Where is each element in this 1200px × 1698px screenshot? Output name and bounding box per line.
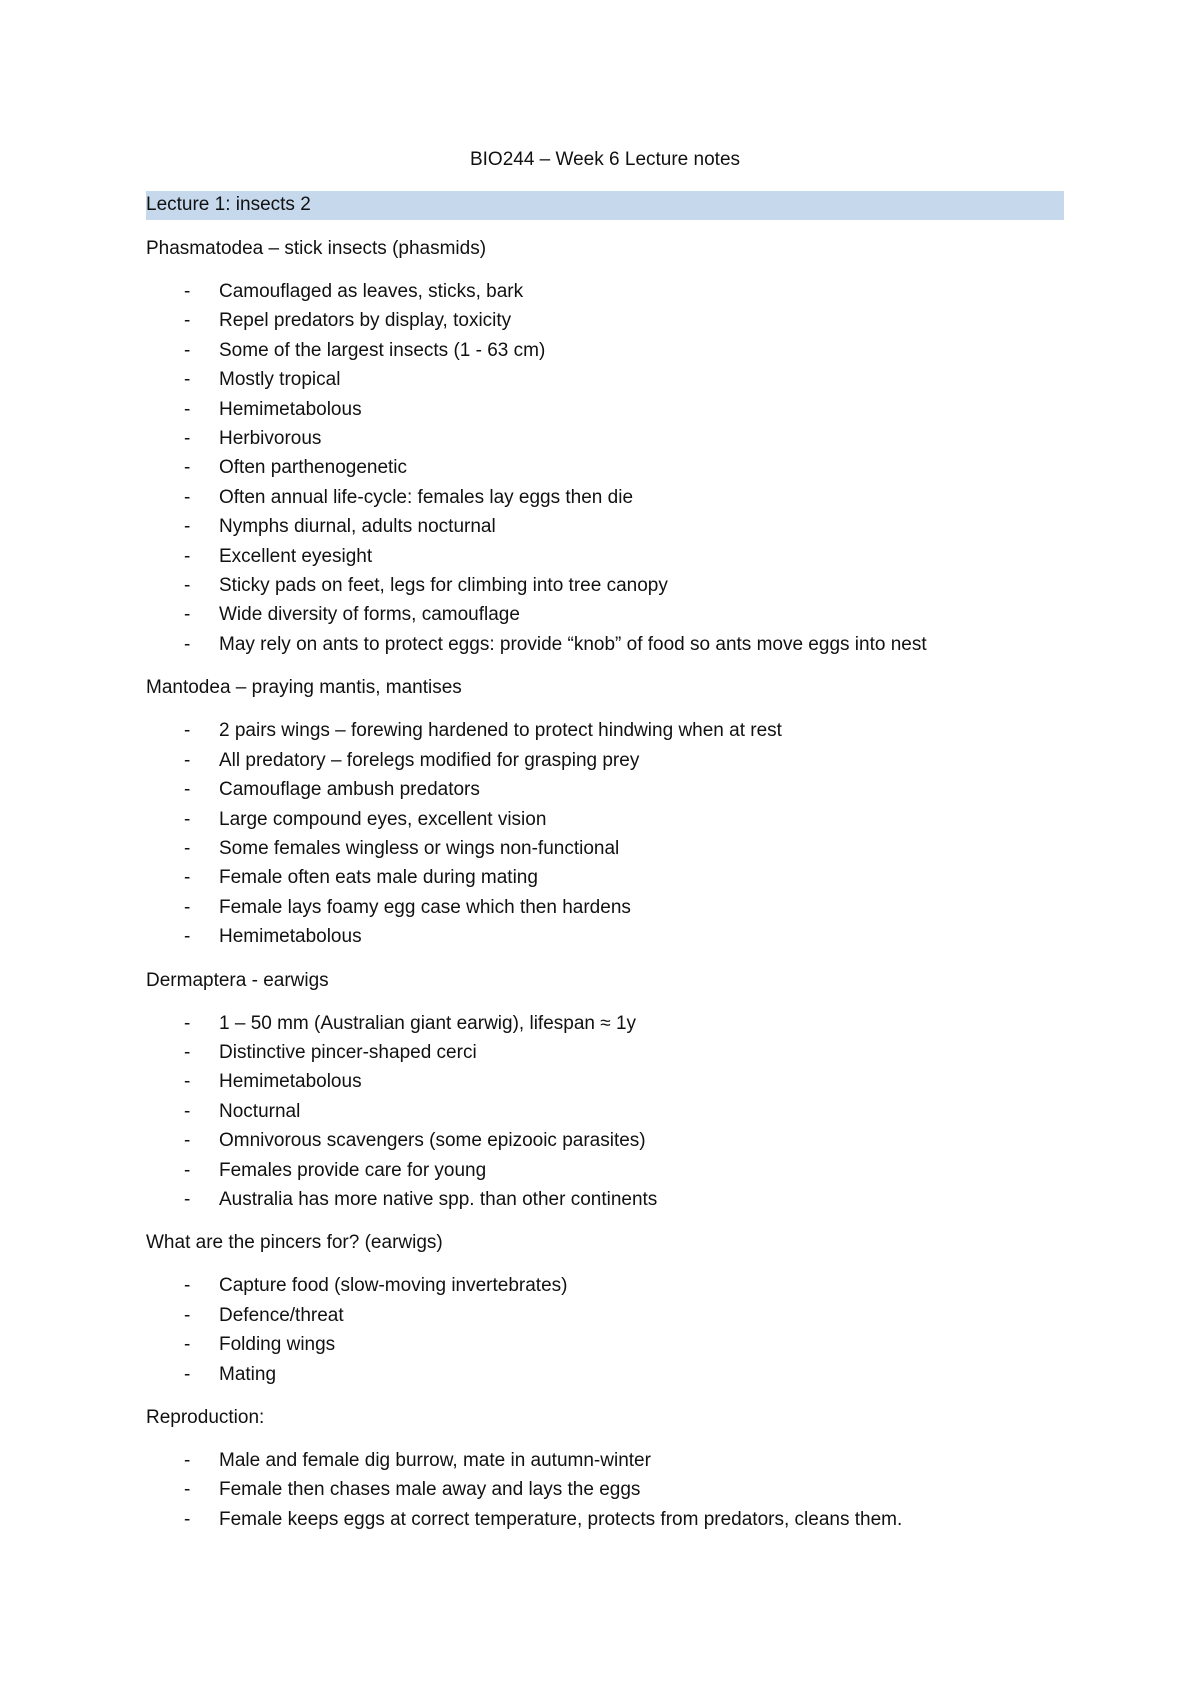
list-item-text: Omnivorous scavengers (some epizooic parasites) xyxy=(219,1130,646,1152)
list-item-text: Hemimetabolous xyxy=(219,926,362,948)
list-item xyxy=(146,1271,1064,1300)
bullet-dash-icon: - xyxy=(184,1334,191,1356)
list-item-text: Hemimetabolous xyxy=(219,398,362,420)
sections-container xyxy=(146,234,1064,1534)
bullet-dash-icon: - xyxy=(184,1071,191,1093)
list-item xyxy=(146,1185,1064,1214)
list-item-text: All predatory – forelegs modified for grasping prey xyxy=(219,749,640,771)
list-item xyxy=(146,336,1064,365)
list-item-text: 2 pairs wings – forewing hardened to protect hindwing when at rest xyxy=(219,720,782,742)
lecture-heading: Lecture 1: insects 2 xyxy=(146,191,1064,220)
list-item xyxy=(146,1038,1064,1067)
list-item-text: Females provide care for young xyxy=(219,1159,487,1181)
list-item-text: Defence/threat xyxy=(219,1304,344,1326)
list-item-text: Mostly tropical xyxy=(219,369,341,391)
bullet-dash-icon: - xyxy=(184,1159,191,1181)
list-item xyxy=(146,893,1064,922)
list-item-text: Excellent eyesight xyxy=(219,545,373,567)
list-item-text: Nocturnal xyxy=(219,1100,301,1122)
list-item-text: Some females wingless or wings non-functional xyxy=(219,837,620,859)
bullet-dash-icon: - xyxy=(184,339,191,361)
bullet-dash-icon: - xyxy=(184,720,191,742)
list-item xyxy=(146,630,1064,659)
bullet-dash-icon: - xyxy=(184,457,191,479)
bullet-dash-icon: - xyxy=(184,604,191,626)
list-item-text: Large compound eyes, excellent vision xyxy=(219,808,547,830)
list-item-text: Nymphs diurnal, adults nocturnal xyxy=(219,516,496,538)
list-item xyxy=(146,306,1064,335)
list-item xyxy=(146,1360,1064,1389)
list-item xyxy=(146,542,1064,571)
bullet-list xyxy=(146,716,1064,951)
bullet-dash-icon: - xyxy=(184,1100,191,1122)
bullet-dash-icon: - xyxy=(184,1188,191,1210)
bullet-dash-icon: - xyxy=(184,749,191,771)
bullet-dash-icon: - xyxy=(184,428,191,450)
section-heading: Phasmatodea – stick insects (phasmids) xyxy=(146,238,487,259)
section-heading: What are the pincers for? (earwigs) xyxy=(146,1232,443,1254)
bullet-dash-icon: - xyxy=(184,1012,191,1034)
list-item-text: Male and female dig burrow, mate in autumn-winter xyxy=(219,1450,651,1471)
list-item-text: Folding wings xyxy=(219,1334,336,1356)
list-item xyxy=(146,1097,1064,1126)
list-item-text: Some of the largest insects (1 - 63 cm) xyxy=(219,339,546,361)
bullet-dash-icon: - xyxy=(184,896,191,918)
list-item xyxy=(146,805,1064,834)
list-item xyxy=(146,365,1064,394)
list-item-text: Female then chases male away and lays the eggs xyxy=(219,1479,641,1501)
list-item-text: Sticky pads on feet, legs for climbing into tree canopy xyxy=(219,575,668,597)
list-item xyxy=(146,571,1064,600)
list-item xyxy=(146,775,1064,804)
section-heading: Dermaptera - earwigs xyxy=(146,969,329,991)
list-item xyxy=(146,716,1064,745)
list-item xyxy=(146,512,1064,541)
bullet-dash-icon: - xyxy=(184,1304,191,1326)
list-item xyxy=(146,600,1064,629)
list-item-text: Herbivorous xyxy=(219,428,322,450)
list-item xyxy=(146,1126,1064,1155)
list-item-text: Female often eats male during mating xyxy=(219,867,538,889)
list-item xyxy=(146,1301,1064,1330)
list-item xyxy=(146,277,1064,306)
list-item-text: Hemimetabolous xyxy=(219,1071,362,1093)
bullet-dash-icon: - xyxy=(184,1041,191,1063)
section-heading: Mantodea – praying mantis, mantises xyxy=(146,677,462,699)
bullet-dash-icon: - xyxy=(184,398,191,420)
list-item-text: Distinctive pincer-shaped cerci xyxy=(219,1041,477,1063)
list-item xyxy=(146,1067,1064,1096)
bullet-dash-icon: - xyxy=(184,281,191,302)
list-item xyxy=(146,453,1064,482)
list-item xyxy=(146,483,1064,512)
bullet-dash-icon: - xyxy=(184,545,191,567)
list-item xyxy=(146,395,1064,424)
bullet-dash-icon: - xyxy=(184,779,191,801)
bullet-dash-icon: - xyxy=(184,808,191,830)
bullet-dash-icon: - xyxy=(184,575,191,597)
bullet-dash-icon: - xyxy=(184,1479,191,1501)
list-item xyxy=(146,1505,1064,1534)
list-item-text: Capture food (slow-moving invertebrates) xyxy=(219,1275,568,1297)
bullet-dash-icon: - xyxy=(184,516,191,538)
bullet-list xyxy=(146,1009,1064,1215)
list-item-text: Wide diversity of forms, camouflage xyxy=(219,604,520,626)
bullet-list xyxy=(146,1271,1064,1389)
list-item-text: Female keeps eggs at correct temperature, protects from predators, cleans them. xyxy=(219,1508,903,1530)
bullet-dash-icon: - xyxy=(184,1508,191,1530)
bullet-dash-icon: - xyxy=(184,1275,191,1297)
list-item xyxy=(146,1446,1064,1475)
list-item-text: Often parthenogenetic xyxy=(219,457,408,479)
bullet-list xyxy=(146,1446,1064,1534)
bullet-dash-icon: - xyxy=(184,837,191,859)
bullet-dash-icon: - xyxy=(184,486,191,508)
list-item xyxy=(146,863,1064,892)
list-item xyxy=(146,834,1064,863)
list-item-text: 1 – 50 mm (Australian giant earwig), lifespan ≈ 1y xyxy=(219,1012,637,1034)
list-item xyxy=(146,922,1064,951)
list-item-text: Repel predators by display, toxicity xyxy=(219,310,512,332)
list-item-text: Camouflage ambush predators xyxy=(219,779,480,801)
bullet-dash-icon: - xyxy=(184,1363,191,1385)
bullet-dash-icon: - xyxy=(184,369,191,391)
list-item-text: May rely on ants to protect eggs: provide “knob” of food so ants move eggs into nest xyxy=(219,633,927,655)
list-item xyxy=(146,746,1064,775)
list-item xyxy=(146,1330,1064,1359)
section-heading: Reproduction: xyxy=(146,1407,265,1428)
bullet-dash-icon: - xyxy=(184,310,191,332)
bullet-dash-icon: - xyxy=(184,926,191,948)
bullet-dash-icon: - xyxy=(184,867,191,889)
list-item-text: Camouflaged as leaves, sticks, bark xyxy=(219,281,524,302)
bullet-dash-icon: - xyxy=(184,1130,191,1152)
list-item-text: Female lays foamy egg case which then hardens xyxy=(219,896,631,918)
list-item xyxy=(146,1475,1064,1504)
document-body xyxy=(146,145,1064,1548)
bullet-list xyxy=(146,277,1064,659)
list-item xyxy=(146,1009,1064,1038)
list-item xyxy=(146,424,1064,453)
list-item-text: Australia has more native spp. than other continents xyxy=(219,1188,658,1210)
document-title: BIO244 – Week 6 Lecture notes xyxy=(469,149,741,170)
list-item-text: Mating xyxy=(219,1363,277,1385)
list-item xyxy=(146,1156,1064,1185)
list-item-text: Often annual life-cycle: females lay eggs then die xyxy=(219,486,634,508)
bullet-dash-icon: - xyxy=(184,1450,191,1471)
bullet-dash-icon: - xyxy=(184,633,191,655)
